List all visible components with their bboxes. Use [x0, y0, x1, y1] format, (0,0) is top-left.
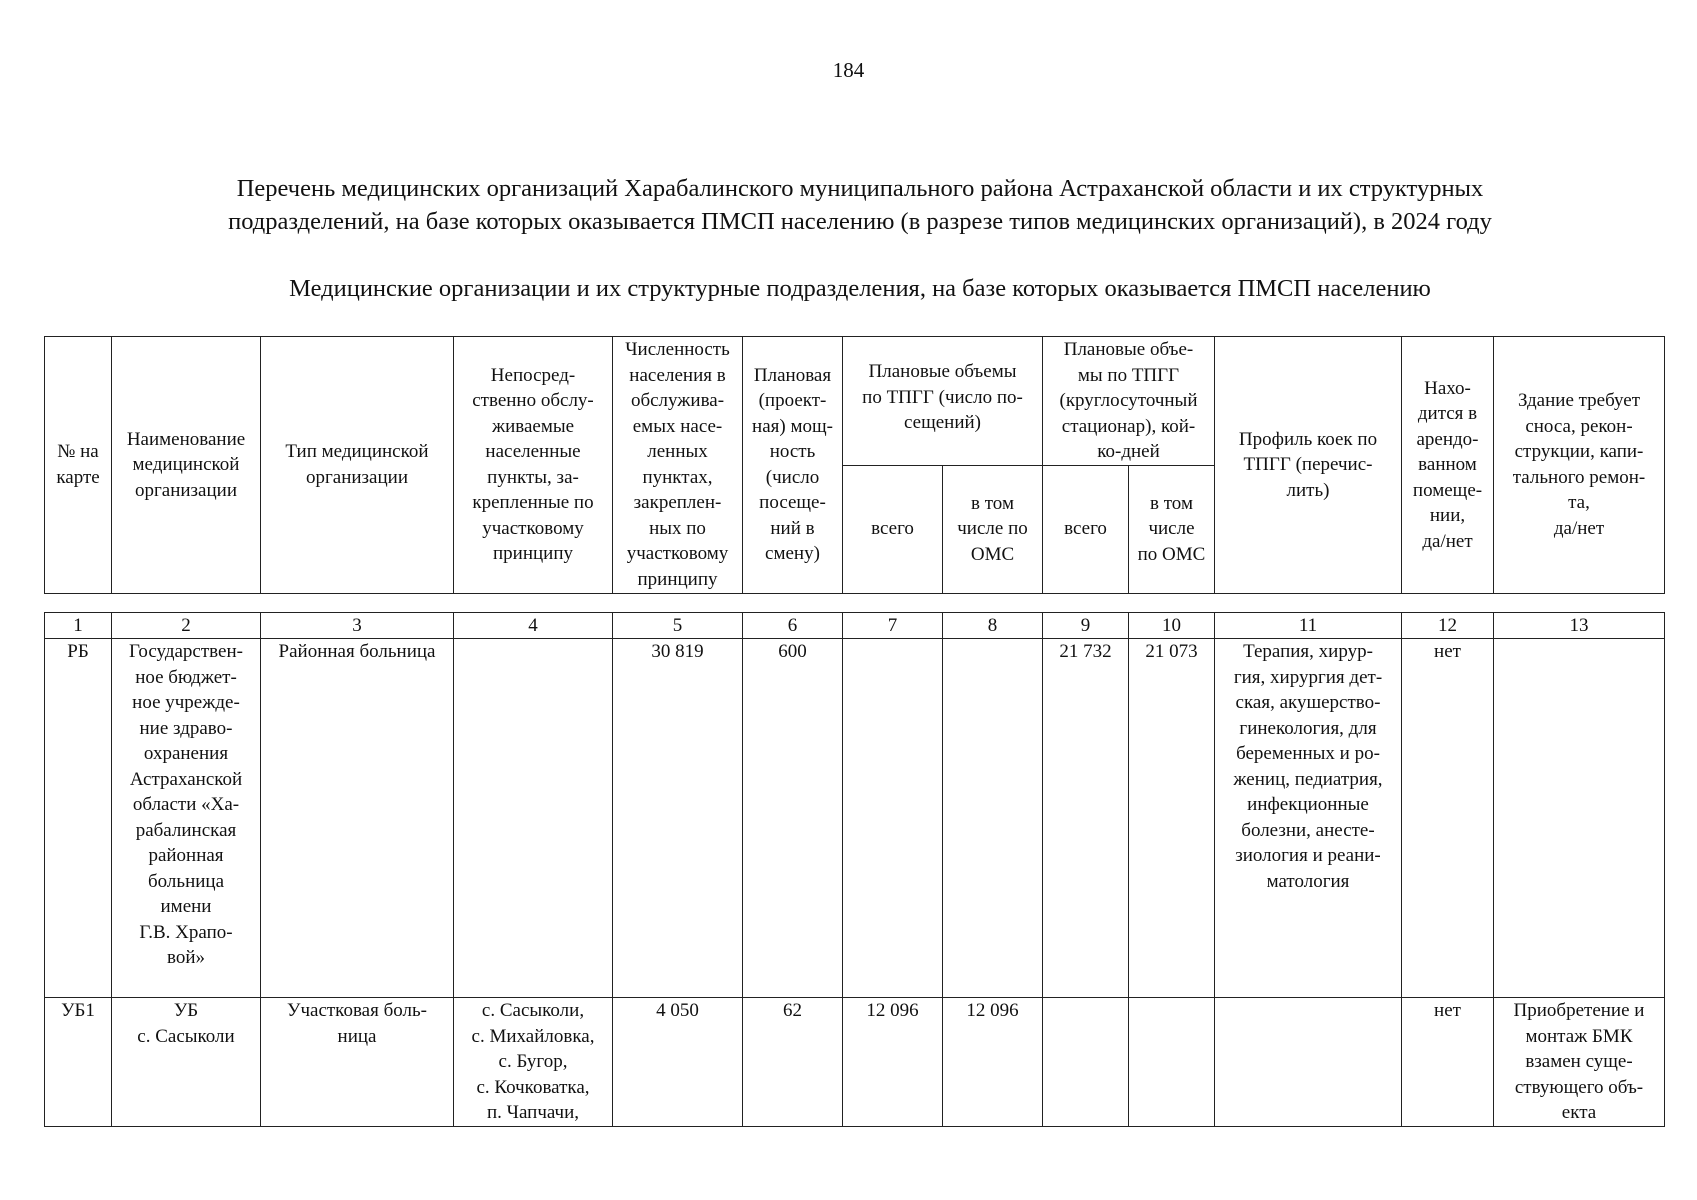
header-inpatient-group: Плановые объе- мы по ТПГГ (круглосуточный стационар), кой- ко-дней	[1043, 337, 1215, 466]
cell-rented: нет	[1402, 998, 1494, 1127]
cell-population: 4 050	[613, 998, 743, 1127]
cell-building	[1494, 639, 1665, 998]
header-inpatient-total: всего	[1043, 465, 1129, 593]
cell-visits-oms: 12 096	[943, 998, 1043, 1127]
cell-settlements	[454, 639, 613, 998]
header-bed-profile: Профиль коек по ТПГГ (перечис- лить)	[1215, 337, 1402, 594]
cell-visits-total	[843, 639, 943, 998]
cell-settlements: с. Сасыколи, с. Михайловка, с. Бугор, с. Кочковатка, п. Чапчачи,	[454, 998, 613, 1127]
cell-inpatient-oms: 21 073	[1129, 639, 1215, 998]
cell-building: Приобретение и монтаж БМК взамен суще- ствующего объ- екта	[1494, 998, 1665, 1127]
header-settlements: Непосред- ственно обслу- живаемые населенные пункты, за- крепленные по участковому принципу	[454, 337, 613, 594]
cell-visits-oms	[943, 639, 1043, 998]
header-inpatient-oms: в том числе по ОМС	[1129, 465, 1215, 593]
cell-inpatient-total: 21 732	[1043, 639, 1129, 998]
header-map-no: № на карте	[45, 337, 112, 594]
column-number: 13	[1494, 613, 1665, 639]
column-number: 6	[743, 613, 843, 639]
header-rented: Нахо- дится в арендо- ванном помеще- нии, да/нет	[1402, 337, 1494, 594]
cell-population: 30 819	[613, 639, 743, 998]
cell-map-no: РБ	[45, 639, 112, 998]
column-number: 1	[45, 613, 112, 639]
cell-bed-profile	[1215, 998, 1402, 1127]
column-number: 12	[1402, 613, 1494, 639]
table-header	[44, 336, 1665, 594]
document-title: Перечень медицинских организаций Харабалинского муниципального района Астраханской области и их структурных подразделений, на базе которых оказывается ПМСП населению (в разрезе типов медицинских организаций), в 2024 году	[228, 175, 1492, 235]
column-number: 9	[1043, 613, 1129, 639]
column-number: 5	[613, 613, 743, 639]
column-number: 7	[843, 613, 943, 639]
document-subtitle: Медицинские организации и их структурные подразделения, на базе которых оказывается ПМСП населению	[289, 275, 1431, 302]
cell-capacity: 62	[743, 998, 843, 1127]
page-number: 184	[832, 58, 865, 82]
cell-map-no: УБ1	[45, 998, 112, 1127]
cell-rented: нет	[1402, 639, 1494, 998]
cell-capacity: 600	[743, 639, 843, 998]
header-building: Здание требует сноса, рекон- струкции, капи- тального ремон- та, да/нет	[1494, 337, 1665, 594]
cell-org-name: УБ с. Сасыколи	[112, 998, 261, 1127]
column-number: 11	[1215, 613, 1402, 639]
cell-visits-total: 12 096	[843, 998, 943, 1127]
header-org-type: Тип медицинской организации	[261, 337, 454, 594]
table-body	[44, 612, 1665, 1127]
column-number: 10	[1129, 613, 1215, 639]
column-number: 8	[943, 613, 1043, 639]
header-visits-group: Плановые объемы по ТПГГ (число по- сещений)	[843, 337, 1043, 466]
header-visits-oms: в том числе по ОМС	[943, 465, 1043, 593]
table-row	[45, 998, 1665, 1127]
header-capacity: Плановая (проект- ная) мощ- ность (число посеще- ний в смену)	[743, 337, 843, 594]
cell-org-type: Районная больница	[261, 639, 454, 998]
column-number: 4	[454, 613, 613, 639]
table-row	[45, 639, 1665, 998]
cell-bed-profile: Терапия, хирур- гия, хирургия дет- ская, акушерство- гинекология, для беременных и ро- жениц, педиатрия, инфекционные болезни, анесте- зиология и реани- матология	[1215, 639, 1402, 998]
header-org-name: Наименование медицинской организации	[112, 337, 261, 594]
cell-inpatient-oms	[1129, 998, 1215, 1127]
cell-org-name: Государствен- ное бюджет- ное учрежде- ние здраво- охранения Астраханской области «Ха- рабалинская районная больница имени Г.В. Храпо- вой»	[112, 639, 261, 998]
column-number: 3	[261, 613, 454, 639]
cell-org-type: Участковая боль- ница	[261, 998, 454, 1127]
header-visits-total: всего	[843, 465, 943, 593]
header-population: Численность населения в обслужива- емых насе- ленных пунктах, закреплен- ных по участковому принципу	[613, 337, 743, 594]
column-number: 2	[112, 613, 261, 639]
column-number-row	[45, 613, 1665, 639]
cell-inpatient-total	[1043, 998, 1129, 1127]
